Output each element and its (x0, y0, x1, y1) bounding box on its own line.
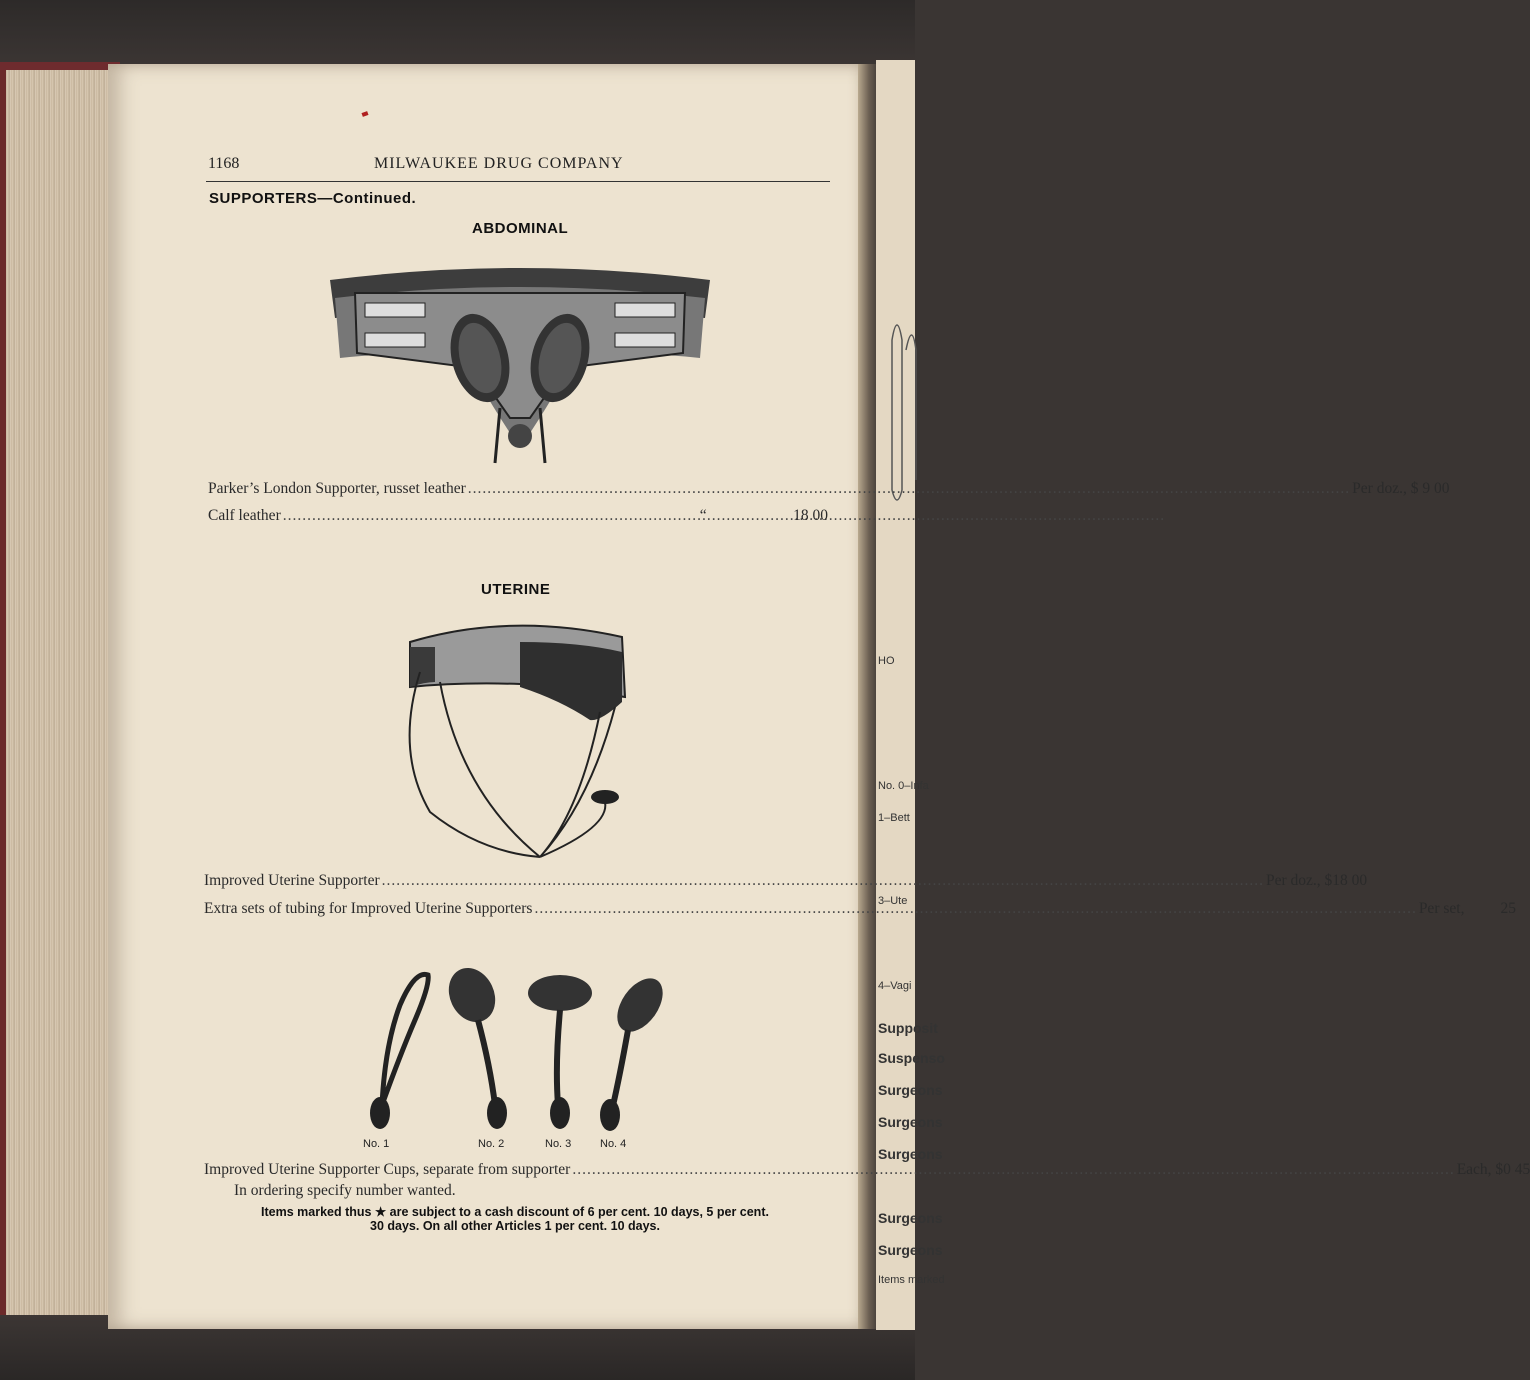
adjacent-text: Items marked (878, 1274, 945, 1286)
book-cover-top (0, 0, 915, 70)
discount-note-line: 30 days. On all other Articles 1 per cent. 10 days. (370, 1219, 660, 1233)
abdominal-item-row (208, 480, 1450, 498)
item-price: $ 9 00 (1410, 480, 1450, 497)
item-name: Extra sets of tubing for Improved Uterine Supporters (204, 900, 533, 917)
header-rule (206, 181, 830, 182)
ordering-note: In ordering specify number wanted. (234, 1182, 456, 1199)
adjacent-text: Surgeons (878, 1242, 943, 1258)
abdominal-item-row (208, 507, 828, 525)
leader-dots (534, 900, 1416, 918)
cup-caption: No. 1 (363, 1138, 390, 1150)
cups-item-row (204, 1161, 1530, 1179)
adjacent-text: Suspenso (878, 1050, 945, 1066)
leader-dots (382, 872, 1264, 890)
item-price: 25 (1500, 900, 1516, 917)
page-number: 1168 (208, 155, 240, 172)
discount-note (195, 1205, 835, 1233)
item-name: Calf leather (208, 507, 281, 524)
section-title: SUPPORTERS—Continued. (209, 190, 417, 207)
adjacent-text: HO (878, 655, 895, 667)
adjacent-text: No. 0–Infa (878, 780, 929, 792)
adjacent-text: 4–Vagi (878, 980, 912, 992)
adjacent-text: 3–Ute (878, 895, 908, 907)
item-name: Improved Uterine Supporter Cups, separate from supporter (204, 1161, 571, 1178)
leader-dots (572, 1161, 1454, 1179)
abdominal-heading: ABDOMINAL (472, 220, 569, 237)
cup-no-1 (370, 974, 428, 1129)
uterine-supporter-illustration (400, 612, 635, 867)
item-unit: “ (699, 507, 707, 524)
item-unit: Per set, (1418, 900, 1465, 917)
item-unit: Per doz., (1352, 480, 1407, 497)
cup-no-2 (440, 960, 507, 1129)
adjacent-text: Surgeons (878, 1114, 943, 1130)
adjacent-text: Supposit (878, 1020, 938, 1036)
running-head: MILWAUKEE DRUG COMPANY (374, 155, 624, 172)
item-price: $18 00 (1324, 872, 1368, 889)
discount-note-line: Items marked thus ★ are subject to a cash discount of 6 per cent. 10 days, 5 per cent. (261, 1205, 769, 1219)
supporter-cups-illustration (360, 965, 680, 1135)
cup-no-3 (528, 975, 592, 1129)
cup-no-4 (600, 970, 672, 1131)
item-price: 18 00 (793, 507, 828, 524)
adjacent-text: Surgeons (878, 1210, 943, 1226)
item-name: Parker’s London Supporter, russet leather (208, 480, 466, 497)
book-page-edges (0, 70, 110, 1325)
item-unit: Per doz., (1266, 872, 1321, 889)
leader-dots (283, 507, 678, 525)
item-name: Improved Uterine Supporter (204, 872, 380, 889)
item-unit: Each, (1456, 1161, 1492, 1178)
cup-caption: No. 4 (600, 1138, 627, 1150)
leader-dots (468, 480, 1350, 498)
adjacent-page (876, 60, 945, 1330)
uterine-heading: UTERINE (481, 581, 551, 598)
cup-caption: No. 3 (545, 1138, 572, 1150)
uterine-item-row (204, 872, 1368, 890)
item-price: $0 45 (1495, 1161, 1530, 1178)
cup-caption: No. 2 (478, 1138, 505, 1150)
adjacent-text: Surgeons (878, 1082, 943, 1098)
adjacent-text: Surgeons (878, 1146, 943, 1162)
abdominal-supporter-illustration (325, 258, 715, 468)
adjacent-text: 1–Bett (878, 812, 910, 824)
